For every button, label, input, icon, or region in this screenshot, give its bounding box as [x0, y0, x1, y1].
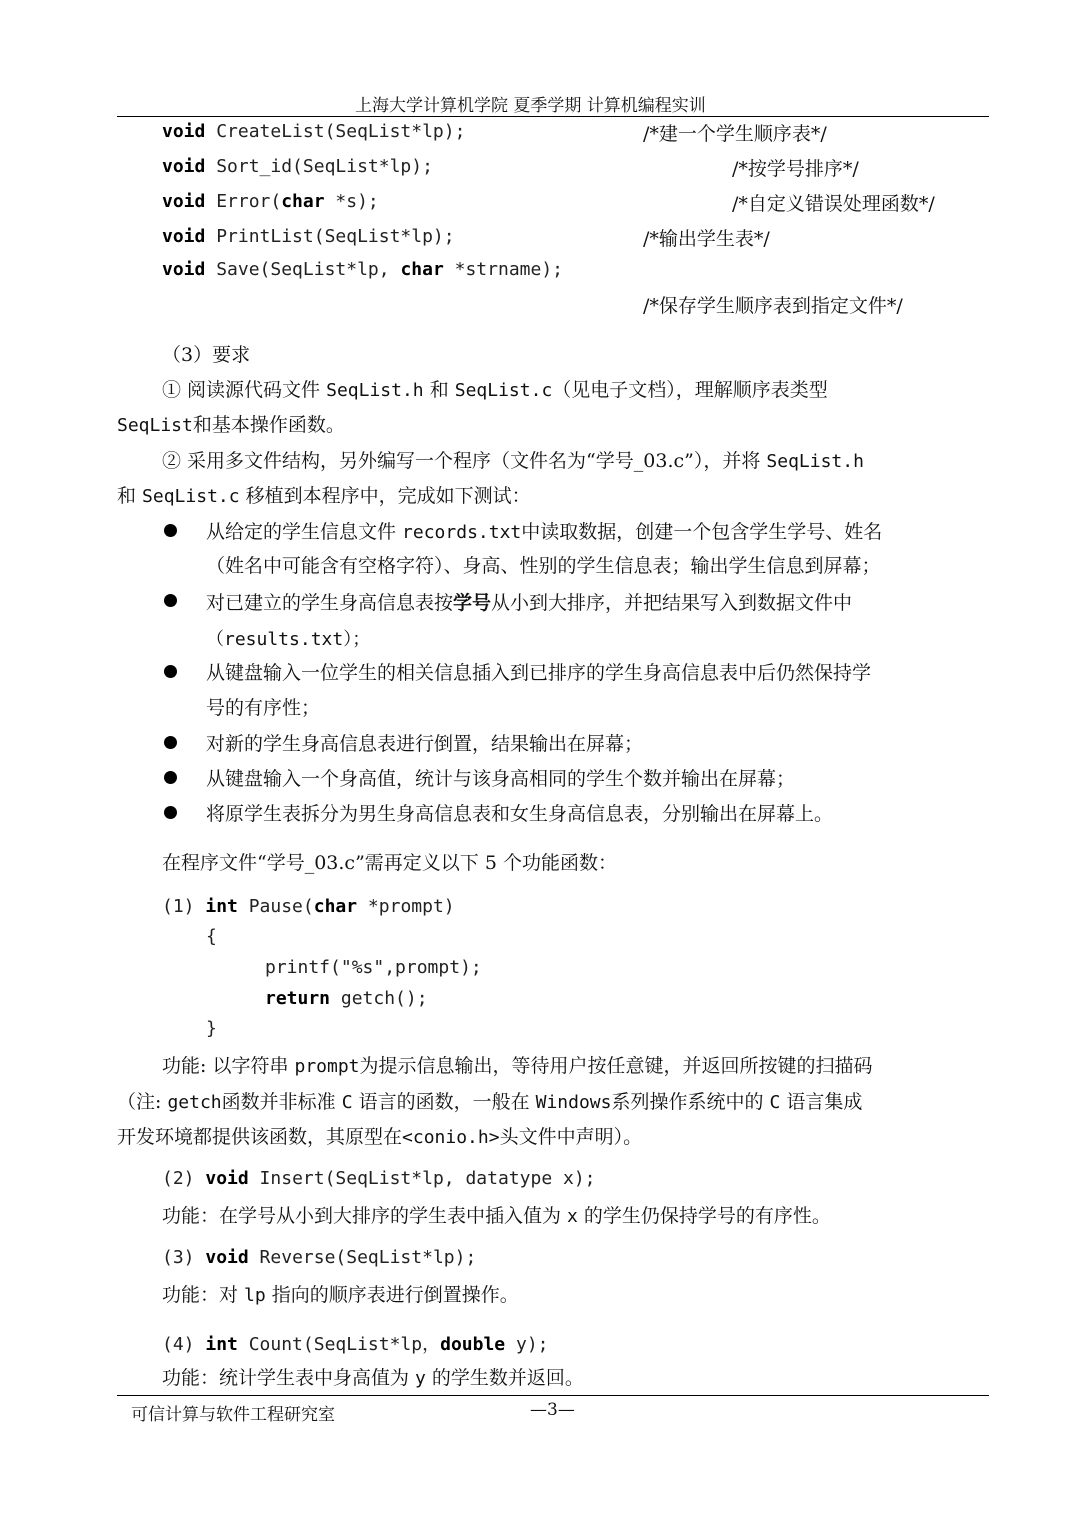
insert-signature: (2) void Insert(SeqList*lp, datatype x); — [162, 1168, 596, 1189]
bullet-3-line2: 号的有序性； — [206, 697, 321, 719]
proto-sort-id-comment: /*按学号排序*/ — [732, 158, 859, 180]
proto-printlist: void PrintList(SeqList*lp); — [162, 226, 455, 247]
footer-lab-name: 可信计算与软件工程研究室 — [131, 1405, 335, 1425]
bullet-1-line1: 从给定的学生信息文件 records.txt中读取数据，创建一个包含学生学号、姓名 — [206, 521, 883, 543]
bullet-5: 从键盘输入一个身高值，统计与该身高相同的学生个数并输出在屏幕； — [206, 768, 796, 790]
bullet-3-line1: 从键盘输入一位学生的相关信息插入到已排序的学生身高信息表中后仍然保持学 — [206, 662, 872, 684]
bullet-icon — [164, 771, 177, 784]
req2-line2: 和 SeqList.c 移植到本程序中，完成如下测试： — [117, 485, 531, 507]
pause-desc-line3: 开发环境都提供该函数，其原型在<conio.h>头文件中声明）。 — [117, 1126, 643, 1148]
proto-sort-id: void Sort_id(SeqList*lp); — [162, 156, 433, 177]
proto-error: void Error(char *s); — [162, 191, 379, 212]
proto-save: void Save(SeqList*lp, char *strname); — [162, 259, 564, 280]
proto-save-comment: /*保存学生顺序表到指定文件*/ — [643, 295, 903, 317]
req1-line1: ① 阅读源代码文件 SeqList.h 和 SeqList.c（见电子文档），理解顺序表类型 — [162, 379, 828, 401]
pause-body-return: return getch(); — [265, 988, 428, 1009]
pause-body-printf: printf("%s",prompt); — [265, 957, 482, 978]
pause-signature: (1) int Pause(char *prompt) — [162, 896, 455, 917]
proto-error-comment: /*自定义错误处理函数*/ — [732, 193, 935, 215]
bullet-4: 对新的学生身高信息表进行倒置，结果输出在屏幕； — [206, 733, 644, 755]
pause-open-brace: { — [206, 926, 217, 947]
footer-rule — [117, 1395, 989, 1396]
proto-createlist-comment: /*建一个学生顺序表*/ — [643, 123, 827, 145]
bullet-1-line2: （姓名中可能含有空格字符）、身高、性别的学生信息表；输出学生信息到屏幕； — [206, 555, 881, 577]
insert-desc: 功能：在学号从小到大排序的学生表中插入值为 x 的学生仍保持学号的有序性。 — [162, 1205, 831, 1227]
pause-desc-line2: （注: getch函数并非标准 C 语言的函数，一般在 Windows系列操作系统中的 C 语言集成 — [117, 1091, 863, 1113]
bullet-icon — [164, 736, 177, 749]
page-header-title: 上海大学计算机学院 夏季学期 计算机编程实训 — [355, 96, 706, 116]
reverse-desc: 功能：对 lp 指向的顺序表进行倒置操作。 — [162, 1284, 519, 1306]
pause-close-brace: } — [206, 1018, 217, 1039]
bullet-6: 将原学生表拆分为男生身高信息表和女生身高信息表，分别输出在屏幕上。 — [206, 803, 834, 825]
req2-line1: ② 采用多文件结构，另外编写一个程序（文件名为“学号_03.c”），并将 SeqList.h — [162, 450, 864, 472]
reverse-signature: (3) void Reverse(SeqList*lp); — [162, 1247, 477, 1268]
header-rule — [117, 116, 989, 117]
proto-printlist-comment: /*输出学生表*/ — [643, 228, 770, 250]
count-signature: (4) int Count(SeqList*lp，double y); — [162, 1334, 549, 1355]
bullet-icon — [164, 806, 177, 819]
req1-line2: SeqList和基本操作函数。 — [117, 414, 345, 436]
bullet-icon — [164, 665, 177, 678]
pause-desc-line1: 功能: 以字符串 prompt为提示信息输出，等待用户按任意键，并返回所按键的扫描码 — [162, 1055, 873, 1077]
bullet-icon — [164, 524, 177, 537]
page-number: —3— — [530, 1400, 575, 1420]
bullet-2-line1: 对已建立的学生身高信息表按学号从小到大排序，并把结果写入到数据文件中 — [206, 592, 853, 614]
bullet-2-line2: （results.txt）； — [206, 629, 371, 650]
functions-intro: 在程序文件“学号_03.c”需再定义以下 5 个功能函数： — [162, 852, 617, 874]
count-desc: 功能：统计学生表中身高值为 y 的学生数并返回。 — [162, 1367, 584, 1389]
bullet-icon — [164, 594, 177, 607]
proto-createlist: void CreateList(SeqList*lp); — [162, 121, 466, 142]
requirements-heading: （3）要求 — [162, 344, 251, 366]
